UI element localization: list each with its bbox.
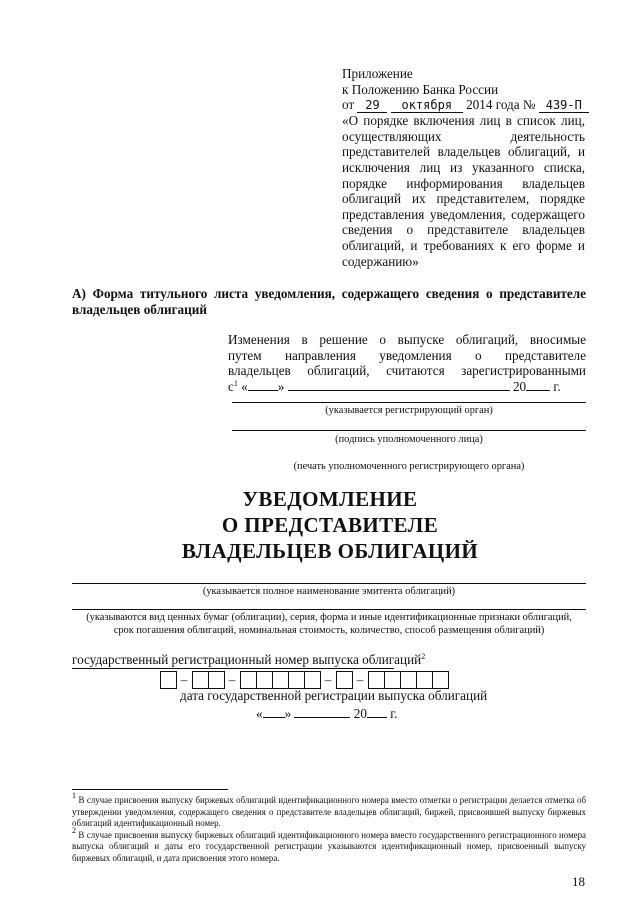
registration-day-blank <box>248 390 278 391</box>
registration-date-line <box>228 379 586 395</box>
regulation-number: 439-П <box>539 99 589 113</box>
date-year: 2014 года № <box>466 97 536 113</box>
reg-date-quote-close: » <box>284 706 292 721</box>
reg-date-year-prefix: 20 <box>353 706 367 721</box>
reg-number-box[interactable] <box>272 671 289 689</box>
appendix-quote-6: облигаций их представителем, порядке <box>342 191 585 207</box>
issuer-name-caption: (указывается полное наименование эмитента облигаций) <box>202 586 456 597</box>
section-a-line-1: А) Форма титульного листа уведомления, содержащего сведения о представителе <box>72 286 586 301</box>
footnote-2-mark: 2 <box>72 825 76 835</box>
section-a-heading <box>72 286 586 317</box>
reg-number-box[interactable] <box>432 671 449 689</box>
title-line-2: О ПРЕДСТАВИТЕЛЕ <box>221 513 439 537</box>
date-day: 29 <box>357 99 387 113</box>
registration-date-prefix: с <box>228 378 234 394</box>
reg-number-dash: – <box>180 672 188 687</box>
footnote-ref-2: 2 <box>421 652 426 661</box>
appendix-quote-4: исключения лиц из указанного списка, <box>342 159 585 175</box>
reg-number-box[interactable] <box>336 671 353 689</box>
appendix-date-line <box>342 97 585 113</box>
securities-caption-1: (указываются вид ценных бумаг (облигации), серия, форма и иные идентификационные признаки облигаций, <box>86 612 572 623</box>
securities-caption-2: срок погашения облигаций, номинальная стоимость, количество, способ размещения облигаций) <box>113 625 545 636</box>
registration-line-2: путем направления уведомления о представителе <box>228 347 586 363</box>
page-number: 18 <box>572 874 585 889</box>
seal-caption: (печать уполномоченного регистрирующего органа) <box>293 461 525 472</box>
reg-number-box[interactable] <box>400 671 417 689</box>
appendix-quote-1: «О порядке включения лиц в список лиц, <box>342 113 585 129</box>
footnote-ref-1: 1 <box>233 378 238 388</box>
appendix-quote-10: содержанию» <box>342 253 419 269</box>
signature-caption: (подпись уполномоченного лица) <box>335 434 483 445</box>
reg-number-box[interactable] <box>368 671 385 689</box>
reg-number-box[interactable] <box>416 671 433 689</box>
reg-date-label: дата государственной регистрации выпуска облигаций <box>180 688 488 703</box>
reg-date-quote-open: « <box>256 706 263 721</box>
reg-date-line <box>256 706 397 722</box>
appendix-regulation: к Положению Банка России <box>342 81 499 97</box>
registration-quote-open: « <box>241 378 248 394</box>
appendix-quote-8: сведения о представителе владельцев <box>342 222 585 238</box>
registration-line-3: владельцев облигаций, считаются зарегистрированными <box>228 363 586 379</box>
registration-note <box>228 332 586 394</box>
registration-year-prefix: 20 <box>512 378 527 394</box>
date-month: октября <box>391 99 463 113</box>
reg-number-boxes <box>160 670 448 690</box>
reg-number-dash: – <box>228 672 236 687</box>
reg-number-box[interactable] <box>208 671 225 689</box>
title-line-3: ВЛАДЕЛЬЦЕВ ОБЛИГАЦИЙ <box>181 539 479 563</box>
appendix-quote-7: представления уведомления, содержащего <box>342 206 585 222</box>
registration-year-suffix: г. <box>553 378 561 394</box>
reg-number-box[interactable] <box>256 671 273 689</box>
section-a-line-2: владельцев облигаций <box>72 301 207 317</box>
reg-number-box[interactable] <box>192 671 209 689</box>
footnote-1-text: В случае присвоения выпуску биржевых облигаций идентификационного номера вместо отметки о регистрации делается отметка об утверждении уведомления, содержащего сведения о представителе владельцев облигаций, биржей, присвоившей выпуску биржевых облигаций идентификационный номер. <box>72 795 587 829</box>
state-reg-number-underline <box>72 668 394 669</box>
registration-line-1: Изменения в решение о выпуске облигаций, вносимые <box>228 332 586 347</box>
footnote-2-text: В случае присвоения выпуску биржевых облигаций идентификационного номера вместо государственного регистрационного номера выпуска облигаций и даты его государственной регистрации указываются идентификационный номер, присвоенный выпуску биржевых облигаций, и дата присвоения этого номера. <box>72 829 586 863</box>
signature-line <box>232 430 586 431</box>
footnote-2 <box>72 825 586 865</box>
reg-date-day-blank <box>263 717 285 718</box>
securities-line <box>72 609 586 610</box>
reg-body-line <box>232 402 586 403</box>
reg-number-box[interactable] <box>384 671 401 689</box>
reg-body-caption: (указывается регистрирующий орган) <box>325 405 493 416</box>
reg-date-year-blank <box>367 717 387 718</box>
appendix-quote-5: порядке информирования владельцев <box>342 175 585 191</box>
reg-number-dash: – <box>324 672 332 687</box>
appendix-quote-2: осуществляющих деятельность <box>342 128 585 144</box>
reg-number-box[interactable] <box>288 671 305 689</box>
reg-date-year-suffix: г. <box>390 706 398 721</box>
reg-number-box[interactable] <box>304 671 321 689</box>
appendix-header <box>342 66 585 269</box>
document-title <box>120 486 540 564</box>
title-line-1: УВЕДОМЛЕНИЕ <box>242 487 418 511</box>
appendix-quote-9: облигаций, и требованиях к его форме и <box>342 237 585 253</box>
registration-month-blank <box>288 390 510 391</box>
footnote-separator <box>72 789 228 790</box>
reg-number-box[interactable] <box>240 671 257 689</box>
state-reg-number-text: государственный регистрационный номер выпуска облигаций <box>72 652 422 667</box>
reg-number-dash: – <box>356 672 364 687</box>
appendix-title: Приложение <box>342 66 413 81</box>
appendix-quote-3: представителей владельцев облигаций, и <box>342 144 585 160</box>
reg-date-month-blank <box>294 717 350 718</box>
footnotes <box>72 791 587 865</box>
reg-number-box[interactable] <box>160 671 177 689</box>
registration-year-blank <box>526 390 550 391</box>
registration-quote-close: » <box>277 378 285 394</box>
state-reg-number-label <box>72 652 425 668</box>
issuer-name-line <box>72 583 586 584</box>
footnote-1-mark: 1 <box>72 791 76 800</box>
date-prefix: от <box>342 97 355 113</box>
footnote-1 <box>72 791 587 830</box>
